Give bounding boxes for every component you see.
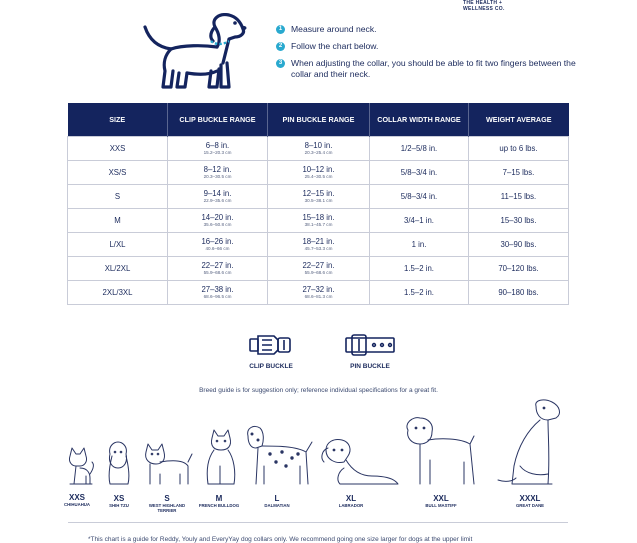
cell-pin-range: [268, 185, 370, 209]
cell-clip-range-metric: 40.6–66 cm: [205, 246, 230, 251]
cell-clip-range: [168, 185, 268, 209]
westie-icon: [146, 444, 192, 484]
header-pin-buckle-range: PIN BUCKLE RANGE: [268, 103, 370, 137]
breed-guide-note: Breed guide is for suggestion only; reference individual specifications for a great fit.: [199, 387, 438, 394]
cell-pin-range-value: 22–27 in.: [302, 261, 335, 270]
step-number-badge: 1: [276, 25, 285, 34]
cell-clip-range-value: 9–14 in.: [203, 189, 232, 198]
cell-weight-value: 30–90 lbs.: [500, 239, 537, 249]
dog-breed: GREAT DANE: [515, 503, 545, 508]
dog-with-collar-icon: [141, 13, 247, 91]
dog-label-dalmatian: [264, 494, 289, 508]
cell-clip-range-metric: 35.6–50.8 cm: [203, 222, 232, 227]
cell-size-value: XXS: [109, 143, 126, 153]
pin-buckle-icon: [344, 333, 396, 357]
table-row: [68, 281, 569, 305]
cell-collar-width: [370, 281, 469, 305]
dog-size: XXL: [433, 494, 449, 503]
cell-clip-range-value: 14–20 in.: [201, 213, 234, 222]
cell-collar-width: [370, 137, 469, 161]
cell-weight: [469, 257, 569, 281]
table-row: [68, 137, 569, 161]
cell-pin-range-metric: 20.3–25.4 cm: [304, 150, 333, 155]
cell-pin-range-metric: 30.5–38.1 cm: [304, 198, 333, 203]
cell-weight-value: 90–180 lbs.: [498, 287, 539, 297]
dog-label-labrador: [339, 494, 364, 508]
instruction-step: [276, 41, 576, 52]
cell-collar-width: [370, 185, 469, 209]
dog-breed: SHIH TZU: [109, 503, 129, 508]
cell-weight-value: 15–30 lbs.: [500, 215, 537, 225]
disclaimer-text: *This chart is a guide for Reddy, Youly and EveryYay dog collars only. We recommend going one size larger for dogs at the upper limit: [88, 536, 473, 543]
dog-label-chihuahua: [64, 493, 90, 507]
header-weight-average: WEIGHT AVERAGE: [469, 103, 569, 137]
shih-tzu-icon: [109, 442, 129, 484]
cell-collar-width-value: 1.5–2 in.: [404, 287, 434, 297]
dog-label-bull-mastiff: [425, 494, 456, 508]
cell-collar-width-value: 1 in.: [411, 239, 427, 249]
cell-weight-value: up to 6 lbs.: [499, 143, 538, 153]
cell-pin-range-value: 10–12 in.: [302, 165, 335, 174]
cell-collar-width: [370, 209, 469, 233]
cell-clip-range: [168, 209, 268, 233]
cell-collar-width: [370, 161, 469, 185]
cell-pin-range-metric: 25.4–30.5 cm: [304, 174, 333, 179]
dog-size: XS: [113, 494, 125, 503]
step-number-badge: 2: [276, 42, 285, 51]
cell-collar-width: [370, 233, 469, 257]
cell-collar-width-value: 1/2–5/8 in.: [400, 143, 438, 153]
cell-clip-range-metric: 20.3–30.5 cm: [203, 174, 232, 179]
pin-buckle-label: PIN BUCKLE: [350, 363, 390, 370]
cell-clip-range-metric: 15.2–20.3 cm: [203, 150, 232, 155]
great-dane-icon: [498, 400, 559, 484]
cell-pin-range-metric: 45.7–53.3 cm: [304, 246, 333, 251]
cell-collar-width-value: 5/8–3/4 in.: [400, 191, 438, 201]
table-row: [68, 185, 569, 209]
cell-clip-range-value: 8–12 in.: [203, 165, 232, 174]
cell-pin-range: [268, 209, 370, 233]
cell-weight: [469, 161, 569, 185]
step-text: Follow the chart below.: [291, 41, 379, 51]
cell-pin-range-value: 27–32 in.: [302, 285, 335, 294]
cell-pin-range-value: 8–10 in.: [304, 141, 333, 150]
cell-pin-range: [268, 161, 370, 185]
header-collar-width-range: COLLAR WIDTH RANGE: [370, 103, 469, 137]
dog-size: XXS: [68, 493, 85, 502]
brand-tagline: [463, 0, 543, 12]
dog-breed: BULL MASTIFF: [425, 503, 457, 508]
clip-buckle-label: CLIP BUCKLE: [249, 363, 293, 370]
dog-size: L: [274, 494, 280, 503]
dog-size: M: [215, 494, 223, 503]
clip-buckle-icon: [248, 332, 294, 358]
cell-weight: [469, 209, 569, 233]
cell-clip-range-metric: 22.9–35.6 cm: [203, 198, 232, 203]
chihuahua-icon: [69, 448, 93, 484]
footer-divider: [68, 522, 568, 523]
cell-size: [68, 161, 168, 185]
cell-clip-range: [168, 137, 268, 161]
cell-size-value: L/XL: [109, 239, 126, 249]
cell-clip-range-value: 22–27 in.: [201, 261, 234, 270]
french-bulldog-icon: [207, 430, 235, 484]
cell-pin-range-metric: 55.9–68.6 cm: [304, 270, 333, 275]
table-row: [68, 257, 569, 281]
cell-clip-range-metric: 68.6–96.5 cm: [203, 294, 232, 299]
brand-line-2: WELLNESS CO.: [463, 6, 505, 12]
instruction-step: [276, 58, 576, 80]
table-header-row: [68, 103, 569, 137]
dog-size: XXXL: [519, 494, 541, 503]
cell-clip-range: [168, 281, 268, 305]
bull-mastiff-icon: [407, 418, 474, 484]
cell-pin-range: [268, 257, 370, 281]
cell-collar-width: [370, 257, 469, 281]
cell-size-value: S: [114, 191, 121, 201]
cell-pin-range: [268, 233, 370, 257]
dog-breed: WEST HIGHLAND: [148, 503, 186, 508]
cell-pin-range-value: 15–18 in.: [302, 213, 335, 222]
dog-size: XL: [345, 494, 357, 503]
cell-size: [68, 209, 168, 233]
cell-collar-width-value: 1.5–2 in.: [404, 263, 434, 273]
cell-size-value: XL/2XL: [104, 263, 131, 273]
dog-size: S: [164, 494, 170, 503]
cell-clip-range: [168, 257, 268, 281]
cell-clip-range-metric: 55.9–68.6 cm: [203, 270, 232, 275]
header-size: SIZE: [68, 103, 168, 137]
dog-label-french-bulldog: [199, 494, 239, 508]
instructions-list: [276, 24, 576, 86]
cell-size-value: 2XL/3XL: [102, 287, 133, 297]
cell-clip-range: [168, 233, 268, 257]
cell-pin-range-value: 18–21 in.: [302, 237, 335, 246]
cell-clip-range-value: 16–26 in.: [201, 237, 234, 246]
dog-label-great-dane: [516, 494, 544, 508]
cell-pin-range-value: 12–15 in.: [302, 189, 335, 198]
dog-breed: LABRADOR: [338, 503, 364, 508]
instruction-step: [276, 24, 576, 35]
labrador-icon: [322, 439, 398, 484]
size-chart-table: [67, 103, 569, 305]
cell-pin-range-metric: 68.6–81.3 cm: [304, 294, 333, 299]
step-text: When adjusting the collar, you should be able to fit two fingers between the collar and their neck.: [291, 58, 576, 79]
cell-size: [68, 185, 168, 209]
cell-pin-range: [268, 281, 370, 305]
cell-clip-range: [168, 161, 268, 185]
table-body: [68, 137, 569, 305]
cell-size: [68, 137, 168, 161]
cell-collar-width-value: 5/8–3/4 in.: [400, 167, 438, 177]
cell-weight: [469, 281, 569, 305]
dog-breed-line-2: TERRIER: [157, 508, 177, 513]
cell-weight-value: 7–15 lbs.: [502, 167, 535, 177]
step-text: Measure around neck.: [291, 24, 377, 34]
cell-weight: [469, 233, 569, 257]
header-clip-buckle-range: CLIP BUCKLE RANGE: [168, 103, 268, 137]
table-row: [68, 233, 569, 257]
cell-weight-value: 70–120 lbs.: [498, 263, 539, 273]
dog-label-shih-tzu: [109, 494, 129, 508]
cell-pin-range: [268, 137, 370, 161]
brand-line-1: THE HEALTH +: [463, 0, 503, 6]
dog-label-westie: [149, 494, 185, 513]
cell-size-value: XS/S: [108, 167, 127, 177]
dog-breed: CHIHUAHUA: [63, 502, 91, 507]
dalmatian-icon: [248, 426, 312, 484]
step-number-badge: 3: [276, 59, 285, 68]
cell-clip-range-value: 6–8 in.: [205, 141, 230, 150]
cell-size: [68, 281, 168, 305]
dog-breed: FRENCH BULLDOG: [198, 503, 240, 508]
cell-size: [68, 257, 168, 281]
dog-breed: DALMATIAN: [264, 503, 290, 508]
cell-weight: [469, 185, 569, 209]
table-row: [68, 161, 569, 185]
cell-weight: [469, 137, 569, 161]
cell-clip-range-value: 27–38 in.: [201, 285, 234, 294]
table-row: [68, 209, 569, 233]
cell-pin-range-metric: 38.1–45.7 cm: [304, 222, 333, 227]
cell-weight-value: 11–15 lbs.: [500, 191, 537, 201]
cell-collar-width-value: 3/4–1 in.: [404, 215, 434, 225]
cell-size: [68, 233, 168, 257]
cell-size-value: M: [114, 215, 121, 225]
